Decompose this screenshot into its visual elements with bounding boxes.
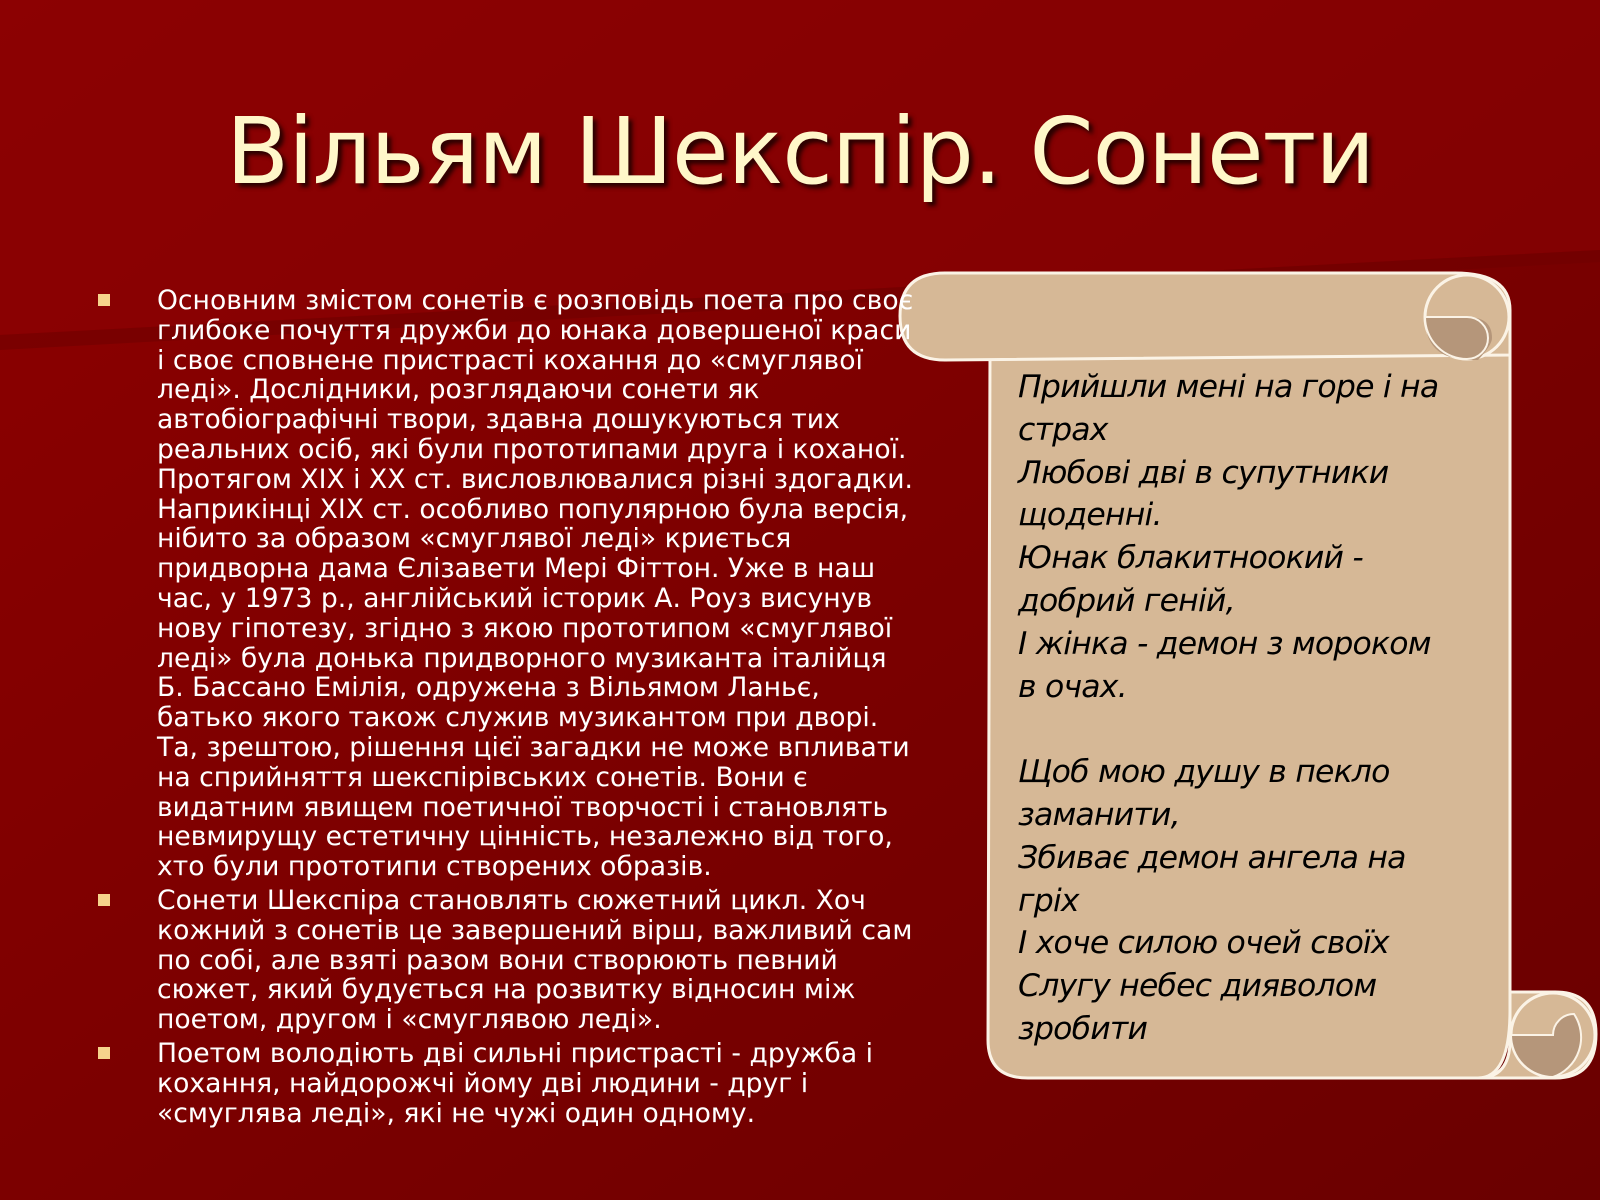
slide-title: Вільям Шекспір. Сонети <box>225 98 1375 205</box>
bullet-text: Поетом володіють дві сильні пристрасті - дружба і кохання, найдорожчі йому дві людини - друг і «смуглява леді», які не чужі один одному. <box>157 1037 873 1129</box>
poem-line: І хоче силою очей своїх <box>1018 925 1389 962</box>
poem-line: заманити, <box>1018 796 1180 833</box>
poem-line: Щоб мою душу в пекло <box>1018 754 1390 791</box>
list-item <box>98 1039 920 1128</box>
poem-line: страх <box>1018 411 1108 448</box>
poem-line: Юнак блакитноокий - <box>1018 540 1363 577</box>
poem-line: Слугу небес дияволом <box>1018 968 1377 1005</box>
poem-line: гріх <box>1018 882 1079 919</box>
poem-quote <box>1018 366 1488 1051</box>
stanza-break <box>1018 708 1488 751</box>
poem-line: в очах. <box>1018 668 1127 705</box>
poem-line: Любові дві в супутники <box>1018 454 1389 491</box>
poem-line: щоденні. <box>1018 497 1162 534</box>
bullet-text: Основним змістом сонетів є розповідь поета про своє глибоке почуття дружби до юнака довершеної краси і своє сповнене пристрасті кохання до «смуглявої леді». Дослідники, розглядаючи сонети як автобіографічні твори, здавна дошукуються тих реальних осіб, які були прототипами друга і коханої. Протягом XIX і XX ст. висловлювалися різні здогадки. Наприкінці XIX ст. особливо популярною була версія, нібито за образом «смуглявої леді» криється придворна дама Єлізавети Мері Фіттон. Уже в наш час, у 1973 р., англійський історик А. Роуз висунув нову гіпотезу, згідно з якою прототипом «смуглявої леді» була донька придворного музиканта італійця Б. Бассано Емілія, одружена з Вільямом Ланьє, батько якого також служив музикантом при дворі. Та, зрештою, рішення цієї загадки не може впливати на сприйняття шекспірівських сонетів. Вони є видатним явищем поетичної творчості і становлять невмирущу естетичну цінність, незалежно від того, хто були прототипи створених образів. <box>157 285 914 883</box>
bullet-list <box>98 286 920 1132</box>
square-bullet-icon <box>98 294 110 306</box>
list-item <box>98 886 920 1035</box>
list-item <box>98 286 920 882</box>
bullet-text: Сонети Шекспіра становлять сюжетний цикл. Хоч кожний з сонетів це завершений вірш, важливий сам по собі, але взяті разом вони створюють певний сюжет, який будується на розвитку відносин між поетом, другом і «смуглявою леді». <box>157 884 913 1036</box>
square-bullet-icon <box>98 894 110 906</box>
poem-line: І жінка - демон з мороком <box>1018 625 1431 662</box>
poem-line: Прийшли мені на горе і на <box>1018 369 1439 405</box>
poem-line: зробити <box>1018 1010 1148 1047</box>
poem-line: Збиває демон ангела на <box>1018 839 1406 876</box>
poem-line: добрий геній, <box>1018 582 1235 619</box>
square-bullet-icon <box>98 1047 110 1059</box>
